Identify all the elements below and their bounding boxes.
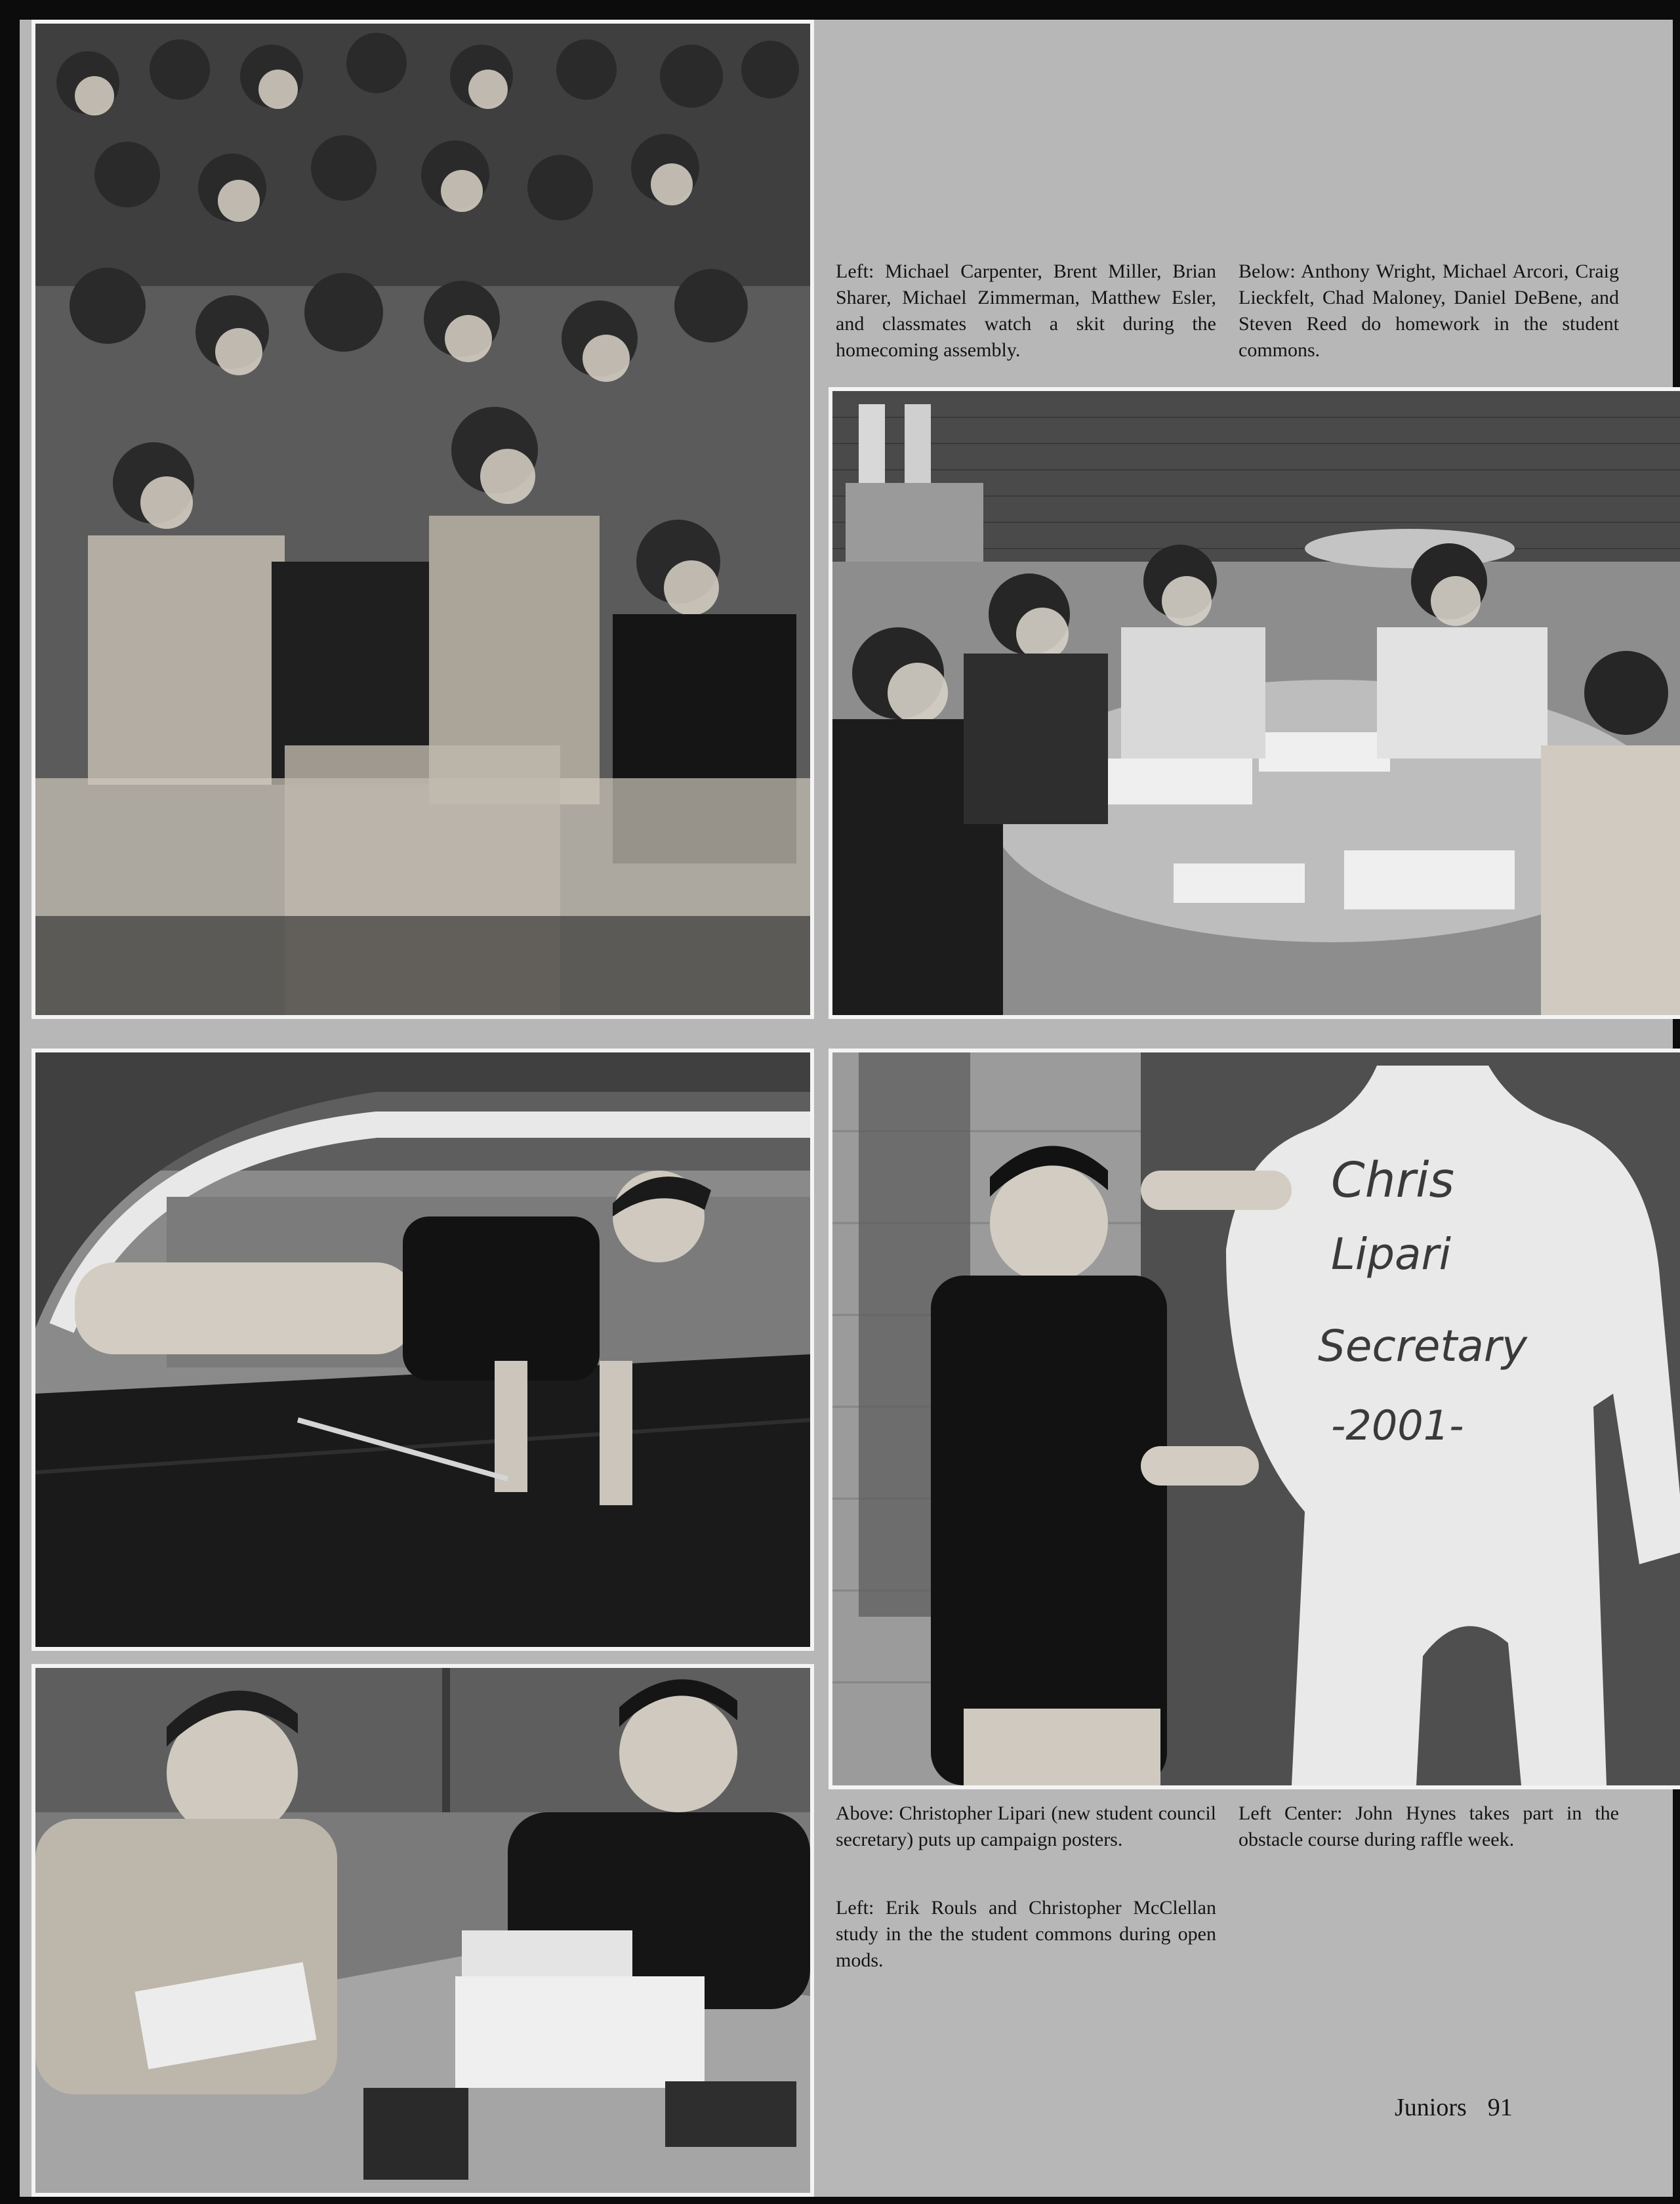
photo-homecoming-assembly — [31, 20, 814, 1019]
page-number: 91 — [1487, 2094, 1513, 2121]
yearbook-page — [20, 20, 1673, 2197]
poster-role: Secretary — [1318, 1321, 1528, 1371]
caption-obstacle-course: Left Center: John Hynes takes part in the obstacle course during raffle week. — [1239, 1802, 1619, 1850]
photo-student-commons-homework — [829, 387, 1680, 1019]
caption-open-mods-study: Left: Erik Rouls and Christopher McClellan study in the the student commons during open mods. — [836, 1897, 1216, 1971]
page-folio — [1395, 2093, 1534, 2122]
poster-name-first: Chris — [1331, 1152, 1455, 1209]
photo-campaign-poster — [829, 1049, 1680, 1789]
poster-name-last: Lipari — [1331, 1229, 1451, 1279]
section-name: Juniors — [1395, 2094, 1467, 2121]
caption-homecoming-assembly: Left: Michael Carpenter, Brent Miller, Brian Sharer, Michael Zimmerman, Matthew Esler, and classmates watch a skit during the homecoming assembly. — [836, 260, 1216, 361]
photo-obstacle-course — [31, 1049, 814, 1651]
poster-year: -2001- — [1331, 1402, 1464, 1449]
caption-student-commons: Below: Anthony Wright, Michael Arcori, Craig Lieckfelt, Chad Maloney, Daniel DeBene, and Steven Reed do homework in the student commons. — [1239, 260, 1619, 361]
caption-campaign-posters: Above: Christopher Lipari (new student council secretary) puts up campaign posters. — [836, 1802, 1216, 1850]
photo-open-mods-study — [31, 1664, 814, 2197]
